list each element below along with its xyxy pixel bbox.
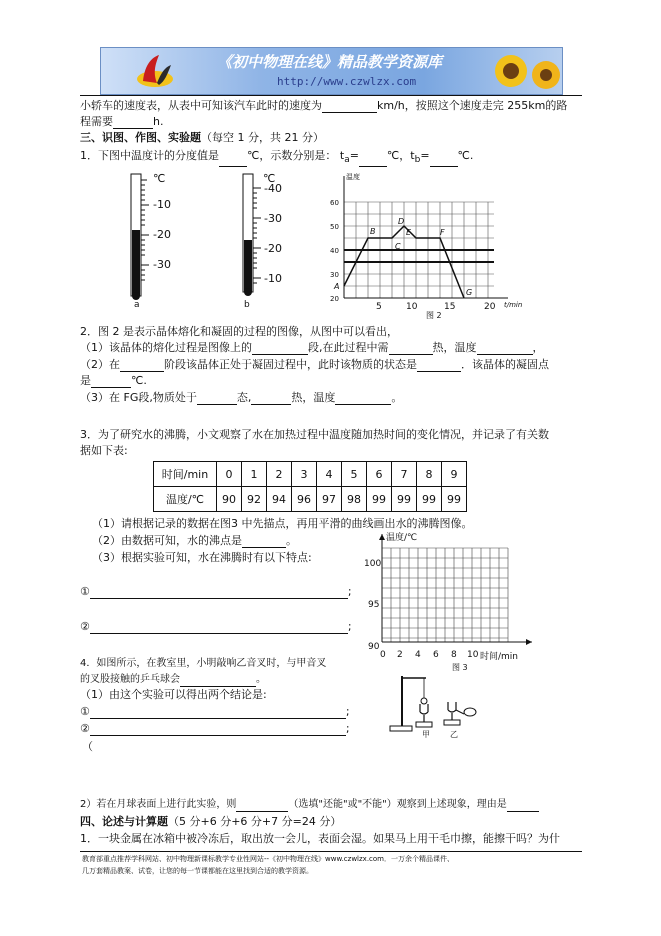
thermo-b-tick-1: -40 [264, 182, 282, 195]
q4-l2-a: 的叉股接触的乒乓球会 [80, 674, 180, 685]
graph3-ytick-90: 90 [368, 642, 380, 652]
q3-item-2-mark: ② [80, 620, 90, 633]
graph2-ytick-20: 20 [330, 295, 339, 303]
q2-blank-5[interactable] [417, 360, 461, 372]
graph3-xlabel: 时间/min [480, 652, 519, 662]
q3-sub-3: （3）根据实验可知，水在沸腾时有以下特点: [92, 551, 312, 564]
graph2-ytick-60: 60 [330, 199, 339, 207]
table-cell: 97 [317, 487, 342, 512]
q2-p3-c: 热，温度 [291, 391, 336, 404]
graph2-point-C: C [395, 242, 401, 251]
graph2-point-G: G [466, 288, 473, 297]
q2-p2-c: ．该晶体的凝固点 [461, 358, 549, 371]
q2-p3-a: （3）在 FG段,物质处于 [80, 391, 197, 404]
q2-part1 [80, 341, 544, 355]
graph3-xtick-8: 8 [451, 650, 457, 660]
banner-url[interactable]: http://www.czwlzx.com [277, 75, 417, 88]
q2-p1-c: 热，温度 [432, 341, 477, 354]
graph2-xtick-20: 20 [484, 302, 496, 312]
table-cell: 99 [442, 487, 467, 512]
graph2-ytick-40: 40 [330, 247, 339, 255]
table-cell: 9 [442, 462, 467, 487]
q2-blank-7[interactable] [197, 393, 237, 405]
q3-blank-boiling[interactable] [242, 536, 286, 548]
graph2-point-F: F [440, 228, 445, 237]
q1-blank-tb[interactable] [430, 155, 458, 167]
q4-blank-conclusion-1[interactable] [90, 707, 346, 719]
q2-blank-1[interactable] [252, 343, 308, 355]
q2-part2 [80, 358, 549, 372]
q2-p2-a: （2）在 [80, 358, 120, 371]
graph2-ytick-50: 50 [330, 223, 339, 231]
q3-sub-1: （1）请根据记录的数据在图3 中先描点，再用平滑的曲线画出水的沸腾图像。 [92, 517, 473, 530]
thermo-b-tick-3: -20 [264, 242, 282, 255]
q2-part2-cont [80, 374, 147, 388]
q2-p3-b: 态, [236, 391, 252, 404]
q4-item-1-semi: ; [345, 705, 350, 718]
table-cell: 6 [367, 462, 392, 487]
graph2-point-D: D [398, 217, 405, 226]
q4-l2-b: 。 [256, 674, 266, 685]
section3-score: （每空 1 分，共 21 分） [201, 131, 324, 144]
q4-item-2-mark: ② [80, 722, 90, 735]
graph2-point-A: A [334, 282, 340, 291]
table-cell: 2 [267, 462, 292, 487]
q2-p3-d: 。 [391, 391, 403, 404]
graph3-ylabel: 温度/℃ [386, 533, 418, 543]
section4-q1: 1．一块金属在冰箱中被冷冻后，取出放一会儿，表面会湿。如果马上用干毛巾擦，能擦干吗？为什 [80, 832, 560, 845]
q3-item-2-semi: ; [347, 620, 352, 633]
table-row [154, 462, 467, 487]
graph3-ytick-95: 95 [368, 600, 380, 610]
q3-item-1-mark: ① [80, 585, 90, 598]
q1-text-c1: ℃，t [386, 149, 415, 162]
q2-blank-3[interactable] [477, 343, 533, 355]
header-banner [100, 47, 563, 95]
thermo-a-unit: ℃ [153, 172, 166, 185]
q4-line-1: 4．如图所示，在教室里，小明敲响乙音叉时，与甲音叉 [80, 658, 327, 669]
graph2-point-B: B [370, 227, 376, 236]
section4-title: 四、论述与计算题 [80, 815, 168, 828]
graph2-xtick-10: 10 [406, 302, 418, 312]
q2-blank-8[interactable] [251, 393, 291, 405]
logo-icon [135, 53, 175, 89]
q4-item-1 [80, 705, 350, 719]
q1-eq2: = [420, 149, 430, 162]
q4-item-2-semi: ; [345, 722, 350, 735]
table-cell: 99 [392, 487, 417, 512]
graph2-ylabel: 温度 [346, 173, 360, 181]
q1-ta-sub: a [344, 155, 350, 166]
q3-intro-1: 3．为了研究水的沸腾，小文观察了水在加热过程中温度随加热时间的变化情况，并记录了有关数 [80, 428, 549, 441]
graph2-xtick-15: 15 [444, 302, 456, 312]
q1-text-c2: ℃. [457, 149, 474, 162]
thermo-a-caption: a [134, 300, 140, 310]
intro-line-1 [80, 99, 567, 113]
data-table [153, 461, 467, 512]
q1-text-a: 1．下图中温度计的分度值是 [80, 149, 219, 162]
graph-2 [318, 168, 518, 318]
thermo-b-tick-4: -10 [264, 272, 282, 285]
q1-line [80, 149, 473, 167]
graph2-xtick-5: 5 [376, 302, 382, 312]
q3-item-2 [80, 620, 352, 634]
time-blank[interactable] [113, 117, 153, 129]
q1-eq1: = [349, 149, 359, 162]
sunflower-icon-2 [529, 58, 563, 92]
thermo-b-caption: b [244, 300, 250, 310]
q2-blank-4[interactable] [120, 360, 164, 372]
q4-blank-ball[interactable] [180, 675, 256, 687]
sunflower-icon [491, 52, 531, 90]
q2-p2-b: 阶段该晶体正处于凝固过程中，此时该物质的状态是 [164, 358, 417, 371]
thermo-a-tick-3: -30 [153, 258, 171, 271]
thermo-b-unit: ℃ [263, 172, 276, 185]
graph3-xtick-4: 4 [415, 650, 421, 660]
q4-blank-conclusion-2[interactable] [90, 724, 346, 736]
table-cell: 96 [292, 487, 317, 512]
q4-item-2 [80, 722, 350, 736]
graph3-caption: 图 3 [452, 663, 468, 672]
graph3-xtick-10: 10 [467, 650, 479, 660]
graph3-ytick-100: 100 [364, 559, 382, 569]
q2-p2-d: 是 [80, 374, 91, 387]
q4b-b: （选填"还能"或"不能"）观察到上述现象，理由是 [288, 799, 507, 810]
graph2-caption: 图 2 [426, 311, 442, 320]
q2-part3 [80, 391, 402, 405]
q3-item-1 [80, 585, 352, 599]
q4b-a: 2）若在月球表面上进行此实验，则 [80, 799, 237, 810]
table-header-temp: 温度/℃ [154, 487, 217, 512]
section3-heading [80, 131, 324, 145]
q2-blank-9[interactable] [335, 393, 391, 405]
q3-s2-a: （2）由数据可知，水的沸点是 [92, 534, 242, 547]
table-cell: 94 [267, 487, 292, 512]
table-cell: 90 [217, 487, 242, 512]
q1-ta: t [339, 149, 345, 162]
section4-score: （5 分+6 分+6 分+7 分=24 分） [168, 815, 342, 828]
tuning-fork-diagram [386, 670, 486, 736]
q4-item-1-mark: ① [80, 705, 90, 718]
label-jia: 甲 [422, 730, 430, 739]
table-cell: 8 [417, 462, 442, 487]
intro-text-d: h. [153, 115, 164, 128]
footer-rule [80, 851, 582, 852]
graph2-point-E: E [406, 228, 412, 237]
q1-tb-sub: b [414, 155, 421, 166]
table-cell: 1 [242, 462, 267, 487]
q1-blank-ta[interactable] [359, 155, 387, 167]
graph-3 [360, 530, 540, 665]
header-rule [80, 95, 582, 96]
table-row [154, 487, 467, 512]
thermo-a-tick-1: -10 [153, 198, 171, 211]
q3-item-1-semi: ; [347, 585, 352, 598]
intro-text-c: 程需要 [80, 115, 113, 128]
graph2-ytick-30: 30 [330, 271, 339, 279]
graph2-xlabel: t/min [504, 301, 523, 309]
q3-blank-feature-1[interactable] [90, 587, 348, 599]
graph3-xtick-0: 0 [380, 650, 386, 660]
speed-blank[interactable] [322, 101, 377, 113]
q3-blank-feature-2[interactable] [90, 622, 348, 634]
q2-p1-a: （1）该晶体的熔化过程是图像上的 [80, 341, 252, 354]
q2-p1-b: 段,在此过程中需 [308, 341, 389, 354]
q4-line-2 [80, 673, 266, 687]
table-cell: 92 [242, 487, 267, 512]
q2-p1-d: ， [532, 341, 544, 354]
q4-paren: （ [82, 740, 93, 753]
q2-intro: 2．图 2 是表示晶体熔化和凝固的过程的图像，从图中可以看出， [80, 325, 398, 338]
table-cell: 3 [292, 462, 317, 487]
q2-blank-6[interactable] [91, 376, 131, 388]
q3-intro-2: 据如下表: [80, 444, 128, 457]
table-cell: 5 [342, 462, 367, 487]
table-header-time: 时间/min [154, 462, 217, 487]
table-cell: 98 [342, 487, 367, 512]
q4-line-3: （1）由这个实验可以得出两个结论是: [80, 688, 267, 701]
q2-p2-e: ℃. [131, 374, 147, 387]
footer-line-2: 几万套精品教案、试卷，让您的每一节课都能在这里找到合适的教学资源。 [82, 867, 313, 875]
intro-line-2 [80, 115, 163, 129]
footer-line-1: 教育部重点推荐学科网站、初中物理新课标教学专业性网站--《初中物理在线》www.czwlzx.com．一万余个精品课件、 [82, 855, 454, 863]
section3-title: 三、识图、作图、实验题 [80, 131, 201, 144]
table-cell: 0 [217, 462, 242, 487]
thermo-b-tick-2: -30 [264, 212, 282, 225]
banner-title: 《初中物理在线》精品教学资源库 [217, 53, 443, 71]
table-cell: 99 [367, 487, 392, 512]
graph3-xtick-2: 2 [397, 650, 403, 660]
section4-heading [80, 815, 341, 829]
q2-blank-2[interactable] [389, 343, 433, 355]
q4b-blank-reason[interactable] [507, 800, 539, 812]
q4b-blank-choice[interactable] [236, 800, 288, 812]
q4-part-2 [80, 798, 539, 812]
table-cell: 4 [317, 462, 342, 487]
graph3-xtick-6: 6 [433, 650, 439, 660]
q1-blank-division[interactable] [219, 155, 247, 167]
intro-text-a: 小轿车的速度表，从表中可知该汽车此时的速度为 [80, 99, 322, 112]
thermo-a-tick-2: -20 [153, 228, 171, 241]
intro-text-b: km/h，按照这个速度走完 255km的路 [377, 99, 568, 112]
label-yi: 乙 [450, 730, 458, 739]
q3-s2-b: 。 [286, 534, 297, 547]
table-cell: 99 [417, 487, 442, 512]
q3-sub-2 [92, 534, 297, 548]
table-cell: 7 [392, 462, 417, 487]
q1-text-b: ℃，示数分别是： [247, 149, 337, 162]
